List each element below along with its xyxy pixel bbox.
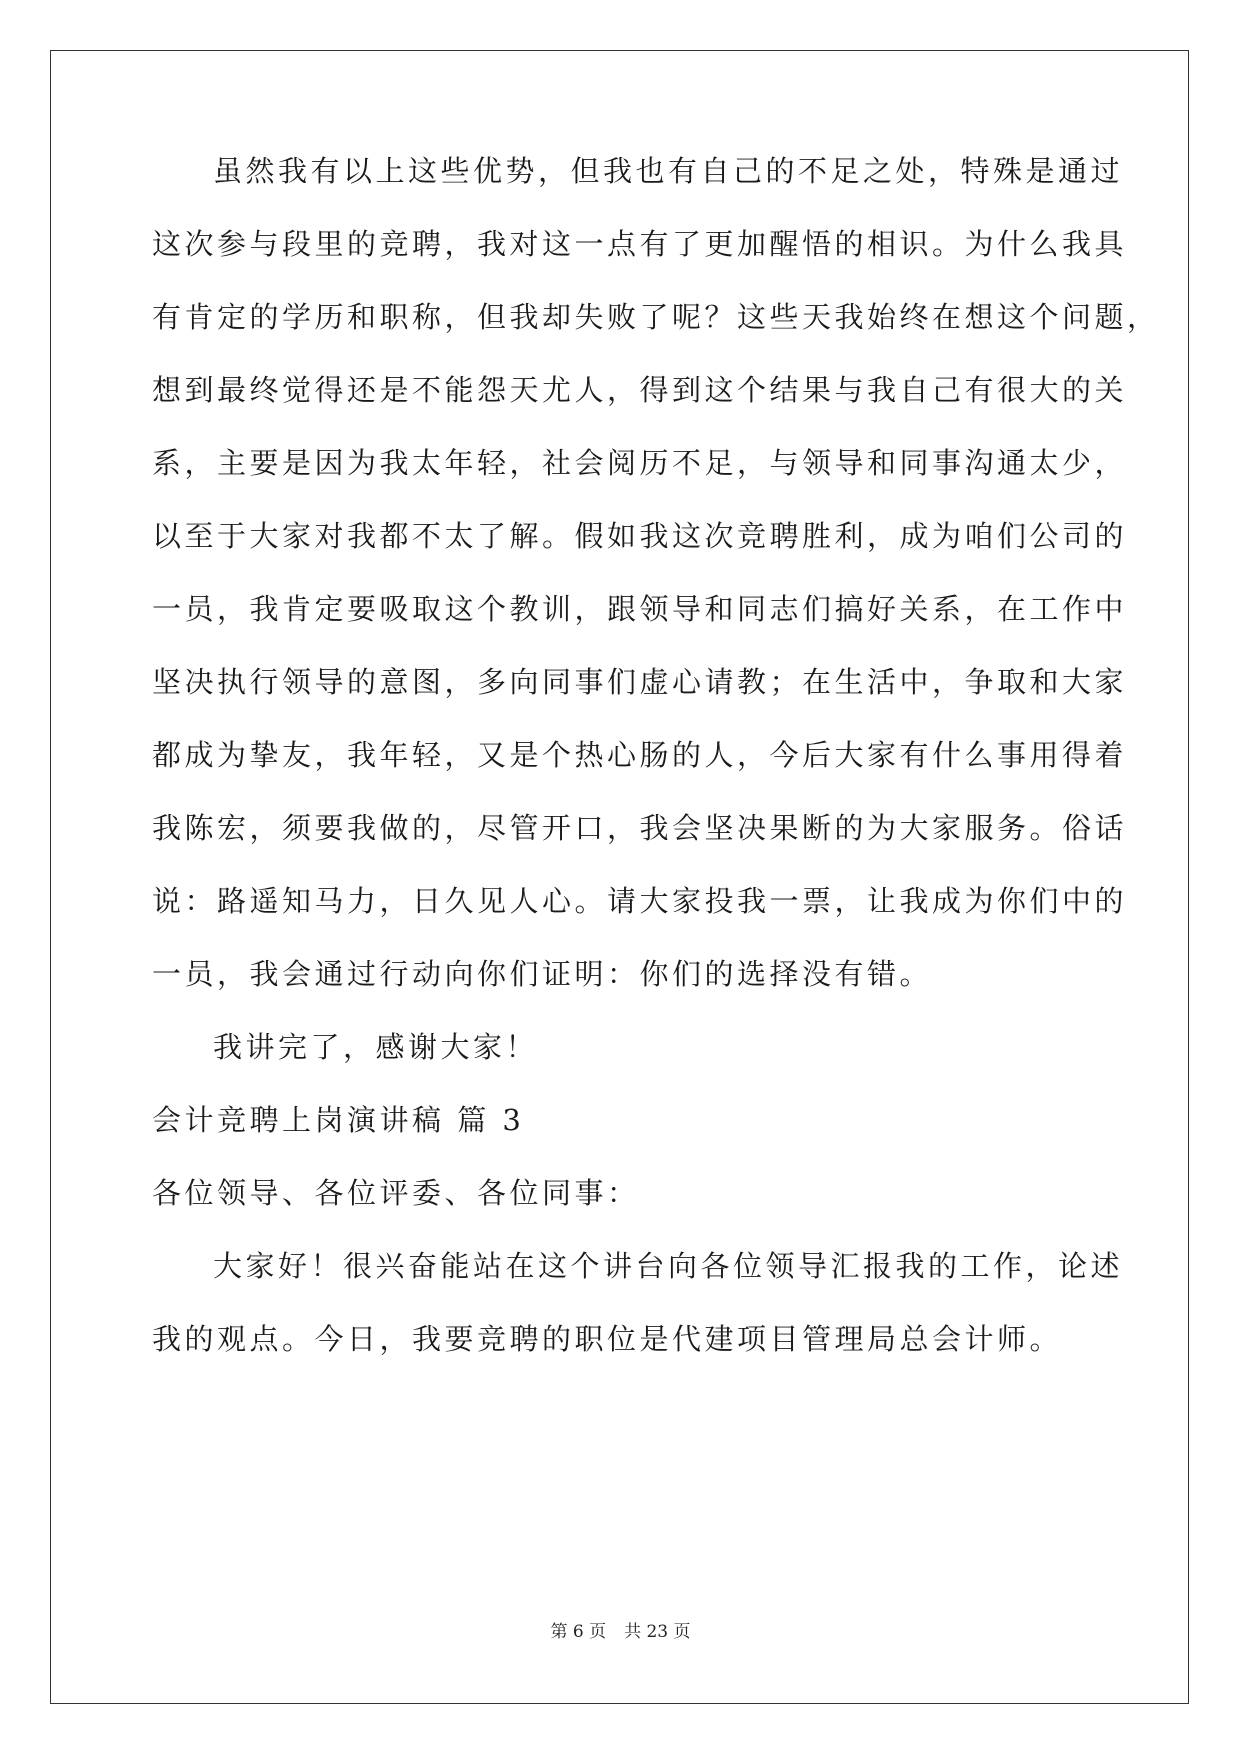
page-total: 共 23 页 — [624, 1622, 691, 1642]
salutation: 各位领导、各位评委、各位同事： — [152, 1176, 640, 1210]
paragraph-line: 这次参与段里的竞聘，我对这一点有了更加醒悟的相识。为什么我具 — [152, 227, 1128, 261]
section-heading: 会计竞聘上岗演讲稿 篇 3 — [152, 1103, 525, 1137]
paragraph-line: 有肯定的学历和职称，但我却失败了呢？这些天我始终在想这个问题， — [152, 300, 1160, 334]
paragraph-line: 系，主要是因为我太年轻，社会阅历不足，与领导和同事沟通太少， — [152, 446, 1128, 480]
paragraph-line: 坚决执行领导的意图，多向同事们虚心请教；在生活中，争取和大家 — [152, 665, 1128, 699]
paragraph-line: 我陈宏，须要我做的，尽管开口，我会坚决果断的为大家服务。俗话 — [152, 811, 1128, 845]
paragraph-line: 说：路遥知马力，日久见人心。请大家投我一票，让我成为你们中的 — [152, 884, 1128, 918]
paragraph-line: 想到最终觉得还是不能怨天尤人，得到这个结果与我自己有很大的关 — [152, 373, 1128, 407]
page-number: 第 6 页 — [550, 1622, 607, 1642]
paragraph-line: 一员，我肯定要吸取这个教训，跟领导和同志们搞好关系，在工作中 — [152, 592, 1128, 626]
closing-line: 我讲完了，感谢大家！ — [213, 1030, 539, 1064]
paragraph-line: 虽然我有以上这些优势，但我也有自己的不足之处，特殊是通过 — [213, 154, 1124, 188]
paragraph-line: 都成为挚友，我年轻，又是个热心肠的人，今后大家有什么事用得着 — [152, 738, 1128, 772]
paragraph-line: 以至于大家对我都不太了解。假如我这次竞聘胜利，成为咱们公司的 — [152, 519, 1128, 553]
paragraph-line: 一员，我会通过行动向你们证明：你们的选择没有错。 — [152, 957, 933, 991]
paragraph-line: 我的观点。今日，我要竞聘的职位是代建项目管理局总会计师。 — [152, 1322, 1063, 1356]
paragraph-line: 大家好！很兴奋能站在这个讲台向各位领导汇报我的工作，论述 — [213, 1249, 1124, 1283]
page-footer — [0, 1617, 1241, 1642]
